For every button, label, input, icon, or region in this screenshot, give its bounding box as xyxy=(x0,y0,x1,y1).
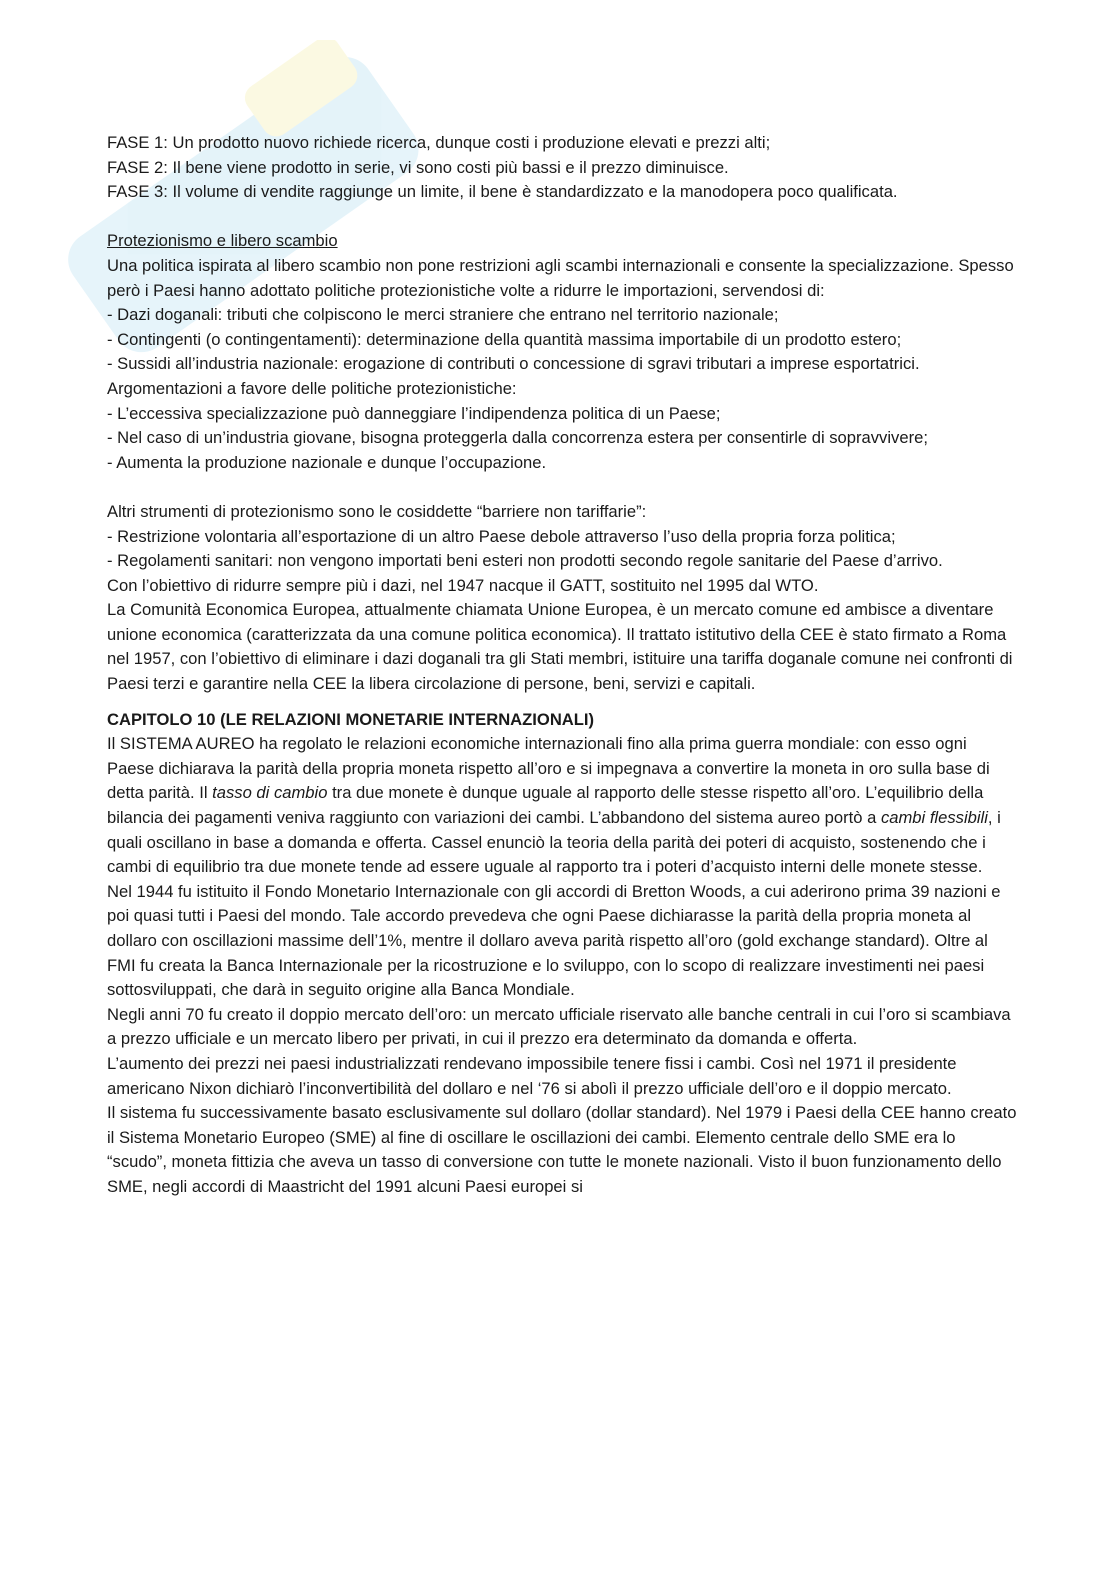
fase-1: FASE 1: Un prodotto nuovo richiede ricerca, dunque costi i produzione elevati e prezzi alti; xyxy=(107,133,771,152)
paragraph: Il SISTEMA AUREO ha regolato le relazioni economiche internazionali fino alla prima guerra mondiale: con esso ogni Paese dichiarava la parità della propria moneta rispetto all’oro e si impegnava a convertire la moneta in oro sulla base di detta parità. Il tasso di cambio tra due monete è dunque uguale al rapporto delle stesse rispetto all’oro. L’equilibrio della bilancia dei pagamenti veniva raggiunto con variazioni dei cambi. L’abbandono del sistema aureo portò a cambi flessibili, i quali oscillano in base a domanda e offerta. Cassel enunciò la teoria della parità dei poteri di acquisto, sostenendo che i cambi di equilibrio tra due monete tende ad essere uguale al rapporto tra i poteri d’acquisto interni delle monete stesse. xyxy=(107,734,1001,877)
list-item: - Sussidi all’industria nazionale: erogazione di contributi o concessione di sgravi tributari a imprese esportatrici. xyxy=(107,354,920,374)
list-item: - Regolamenti sanitari: non vengono importati beni esteri non prodotti secondo regole sanitarie del Paese d’arrivo. xyxy=(107,551,943,571)
paragraph: L’aumento dei prezzi nei paesi industrializzati rendevano impossibile tenere fissi i cambi. Così nel 1971 il presidente americano Nixon dichiarò l’inconvertibilità del dollaro e nel ‘76 si abolì il prezzo ufficiale dell’oro e il doppio mercato. xyxy=(107,1053,957,1098)
document-page xyxy=(107,131,1017,1200)
paragraph: Con l’obiettivo di ridurre sempre più i dazi, nel 1947 nacque il GATT, sostituito nel 1995 dal WTO. xyxy=(107,575,819,595)
list-item: - Contingenti (o contingentamenti): determinazione della quantità massima importabile di un prodotto estero; xyxy=(107,329,902,349)
section-heading-protezionismo: Protezionismo e libero scambio xyxy=(107,231,338,251)
list-item: - Restrizione volontaria all’esportazione di un altro Paese debole attraverso l’uso della propria forza politica; xyxy=(107,526,896,546)
paragraph: La Comunità Economica Europea, attualmente chiamata Unione Europea, è un mercato comune ed ambisce a diventare unione economica (caratterizzata da una comune politica economica). Il trattato istitutivo della CEE è stato firmato a Roma nel 1957, con l’obiettivo di eliminare i dazi doganali tra gli Stati membri, istituire una tariffa doganale comune nei confronti di Paesi terzi e garantire nella CEE la libera circolazione di persone, beni, servizi e capitali. xyxy=(107,600,1013,694)
list-item: - Aumenta la produzione nazionale e dunque l’occupazione. xyxy=(107,452,547,472)
chapter-heading: CAPITOLO 10 (LE RELAZIONI MONETARIE INTERNAZIONALI) xyxy=(107,709,595,729)
list-item: - Nel caso di un’industria giovane, bisogna proteggerla dalla concorrenza estera per consentirle di sopravvivere; xyxy=(107,428,928,448)
paragraph: Negli anni 70 fu creato il doppio mercato dell’oro: un mercato ufficiale riservato alle banche centrali in cui l’oro si scambiava a prezzo ufficiale e un mercato libero per privati, in cui il prezzo era determinato da domanda e offerta. xyxy=(107,1004,1011,1049)
list-item: - L’eccessiva specializzazione può danneggiare l’indipendenza politica di un Paese; xyxy=(107,403,721,423)
fase-3: FASE 3: Il volume di vendite raggiunge un limite, il bene è standardizzato e la manodopera poco qualificata. xyxy=(107,182,898,202)
paragraph: Argomentazioni a favore delle politiche protezionistiche: xyxy=(107,378,517,398)
paragraph: Una politica ispirata al libero scambio non pone restrizioni agli scambi internazionali e consente la specializzazione. Spesso però i Paesi hanno adottato politiche protezionistiche volte a ridurre le importazioni, servendosi di: xyxy=(107,255,1014,300)
paragraph: Nel 1944 fu istituito il Fondo Monetario Internazionale con gli accordi di Bretton Woods, a cui aderirono prima 39 nazioni e poi quasi tutti i Paesi del mondo. Tale accordo prevedeva che ogni Paese dichiarasse la parità della propria moneta al dollaro con oscillazioni massime dell’1%, mentre il dollaro aveva parità rispetto all’oro (gold exchange standard). Oltre al FMI fu creata la Banca Internazionale per la ricostruzione e lo sviluppo, con lo scopo di realizzare investimenti nei paesi sottosviluppati, che darà in seguito origine alla Banca Mondiale. xyxy=(107,881,1001,1000)
fase-2: FASE 2: Il bene viene prodotto in serie, vi sono costi più bassi e il prezzo diminuisce. xyxy=(107,157,729,177)
list-item: - Dazi doganali: tributi che colpiscono le merci straniere che entrano nel territorio nazionale; xyxy=(107,305,779,325)
paragraph: Altri strumenti di protezionismo sono le cosiddette “barriere non tariffarie”: xyxy=(107,501,647,521)
paragraph: Il sistema fu successivamente basato esclusivamente sul dollaro (dollar standard). Nel 1979 i Paesi della CEE hanno creato il Sistema Monetario Europeo (SME) al fine di oscillare le oscillazioni dei cambi. Elemento centrale dello SME era lo “scudo”, moneta fittizia che aveva un tasso di conversione con tutte le monete nazionali. Visto il buon funzionamento dello SME, negli accordi di Maastricht del 1991 alcuni Paesi europei si xyxy=(107,1103,1017,1196)
